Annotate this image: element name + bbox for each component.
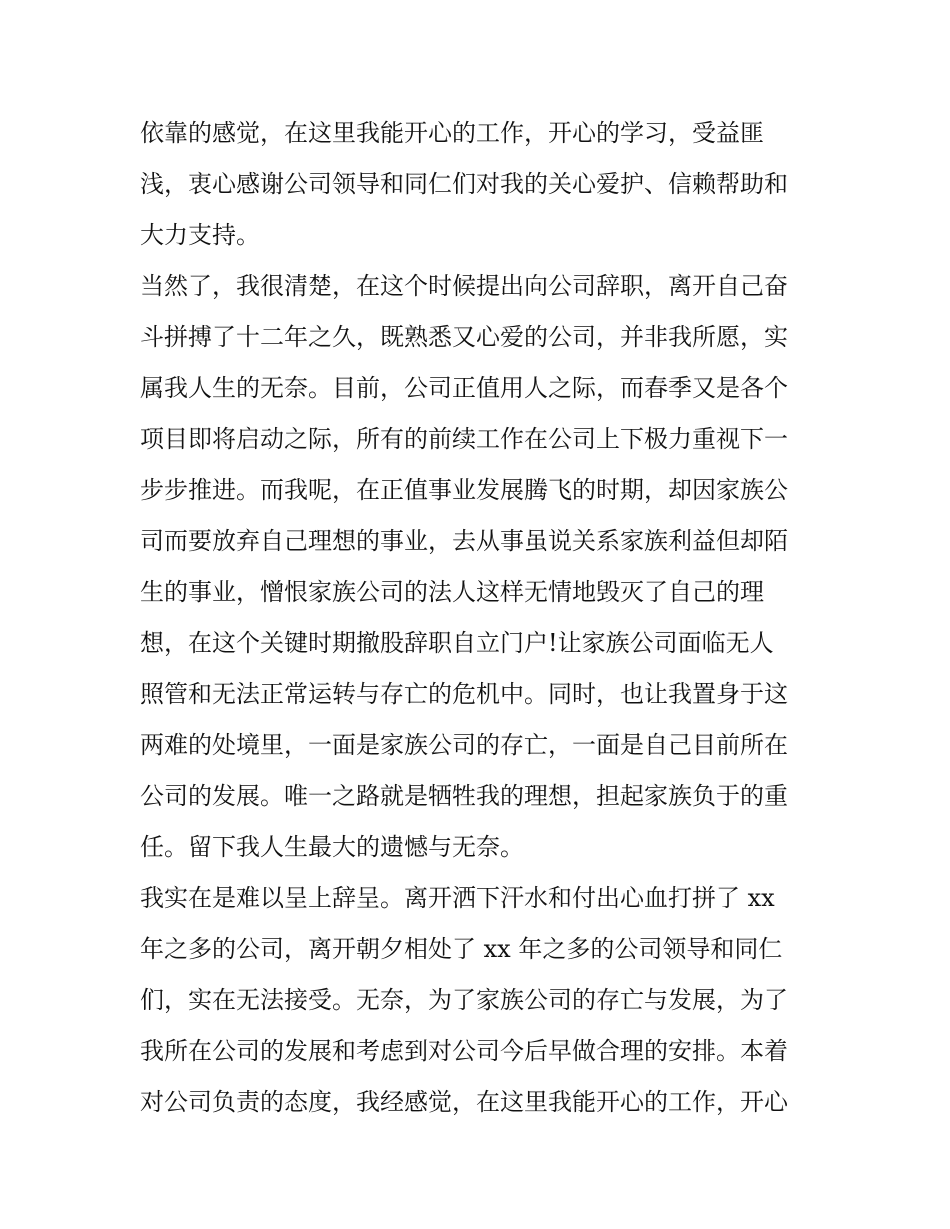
text-line: 公司的发展。唯一之路就是牺牲我的理想，担起家族负于的重: [140, 782, 788, 810]
text-line: 我所在公司的发展和考虑到对公司今后早做合理的安排。本着: [140, 1037, 788, 1065]
text-line: 项目即将启动之际，所有的前续工作在公司上下极力重视下一: [140, 425, 788, 453]
text-line: 年之多的公司，离开朝夕相处了 xx 年之多的公司领导和同仁: [140, 935, 783, 963]
text-line: 我实在是难以呈上辞呈。离开洒下汗水和付出心血打拼了 xx: [140, 884, 775, 912]
text-line: 生的事业，憎恨家族公司的法人这样无情地毁灭了自己的理: [140, 578, 764, 606]
text-line: 步步推进。而我呢，在正值事业发展腾飞的时期，却因家族公: [140, 476, 788, 504]
text-line: 依靠的感觉，在这里我能开心的工作，开心的学习，受益匪: [140, 119, 764, 147]
text-line: 们，实在无法接受。无奈，为了家族公司的存亡与发展，为了: [140, 986, 788, 1014]
text-line: 两难的处境里，一面是家族公司的存亡，一面是自己目前所在: [140, 731, 788, 759]
text-line: 任。留下我人生最大的遗憾与无奈。: [140, 833, 524, 861]
text-line: 浅，衷心感谢公司领导和同仁们对我的关心爱护、信赖帮助和: [140, 170, 788, 198]
text-line: 照管和无法正常运转与存亡的危机中。同时，也让我置身于这: [140, 680, 788, 708]
text-line: 司而要放弃自己理想的事业，去从事虽说关系家族利益但却陌: [140, 527, 788, 555]
text-line: 大力支持。: [140, 221, 260, 249]
text-line: 对公司负责的态度，我经感觉，在这里我能开心的工作，开心: [140, 1088, 788, 1116]
text-line: 当然了，我很清楚，在这个时候提出向公司辞职，离开自己奋: [140, 272, 788, 300]
text-line: 属我人生的无奈。目前，公司正值用人之际，而春季又是各个: [140, 374, 788, 402]
body-text: [140, 108, 820, 1128]
text-line: 想，在这个关键时期撤股辞职自立门户!让家族公司面临无人: [140, 629, 774, 657]
text-line: 斗拼搏了十二年之久，既熟悉又心爱的公司，并非我所愿，实: [140, 323, 788, 351]
